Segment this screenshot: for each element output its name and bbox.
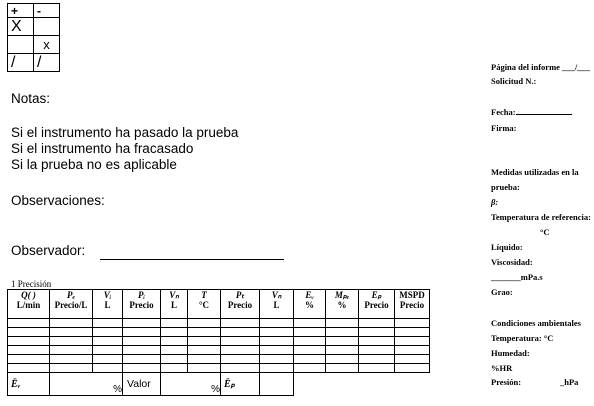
valor-label: Valor (123, 373, 161, 396)
observador-signature-line[interactable] (100, 259, 284, 260)
reference-temperature-label: Temperatura de referencia: (491, 212, 591, 222)
col-header-unit-price: Pₑ Precio/L (50, 290, 93, 319)
request-number-label: Solicitud N.: (491, 76, 537, 86)
valor-unit: % (188, 373, 221, 396)
report-page-label: Página del informe ___/___ (491, 62, 590, 72)
legend-minus-header: - (34, 4, 60, 18)
note-not-applicable: Si la prueba no es aplicable (11, 157, 177, 172)
viscosity-unit: _______mPa.s (491, 272, 543, 282)
table-row (8, 346, 430, 355)
legend-empty-cell (34, 18, 60, 36)
observaciones-label: Observaciones: (11, 193, 105, 208)
pressure-label: Presión: (491, 377, 522, 387)
col-header-mpe: Mₚₑ % (326, 290, 359, 319)
table-row (8, 355, 430, 364)
table-row (8, 337, 430, 346)
col-header-vn2: Vₙ L (260, 290, 294, 319)
mean-ev-label: Ēᵥ (8, 373, 50, 396)
note-fail: Si el instrumento ha fracasado (11, 141, 194, 156)
legend-grid (7, 3, 60, 72)
col-header-flow: Q( ) L/min (8, 290, 50, 319)
date-label: Fecha: (491, 107, 572, 117)
table-row (8, 328, 430, 337)
mean-ev-value[interactable] (50, 373, 93, 396)
col-header-ep: Eₚ Precio (359, 290, 395, 319)
valor-value[interactable] (161, 373, 188, 396)
pressure-unit: _hPa (560, 377, 579, 387)
legend-na-mark-right: / (34, 54, 60, 72)
mean-ep-label: Ēₚ (221, 373, 260, 396)
col-header-mspd: MSPD Precio (395, 290, 430, 319)
section-title: 1 Precisión (11, 279, 52, 289)
relative-humidity-unit: %HR (491, 363, 513, 373)
col-header-ev: Eᵥ % (294, 290, 326, 319)
legend-fail-mark: x (34, 36, 60, 54)
environment-label: Condiciones ambientales (491, 318, 581, 328)
signature-label: Firma: (491, 123, 517, 133)
ambient-temperature-label: Temperatura: °C (491, 333, 554, 343)
mean-ev-unit: % (93, 373, 123, 396)
liquid-label: Líquido: (491, 242, 523, 252)
test-label: prueba: (491, 182, 520, 192)
col-header-temperature: T °C (188, 290, 221, 319)
humidity-label: Humedad: (491, 348, 530, 358)
legend-pass-mark: X (8, 18, 34, 36)
notes-heading: Notas: (11, 91, 51, 106)
table-row (8, 364, 430, 373)
note-pass: Si el instrumento ha pasado la prueba (11, 125, 239, 140)
reference-temperature-unit: °C (540, 227, 550, 237)
table-row (8, 319, 430, 328)
mean-ep-value[interactable] (260, 373, 294, 396)
precision-table (7, 289, 430, 396)
observador-label: Observador: (11, 243, 86, 258)
legend-na-mark-left: / (8, 54, 34, 72)
col-header-vi: Vᵢ L (93, 290, 123, 319)
measures-label: Medidas utilizadas en la (491, 167, 579, 177)
col-header-vn: Vₙ L (161, 290, 188, 319)
legend-plus-header: + (8, 4, 34, 18)
col-header-pi: Pᵢ Precio (123, 290, 161, 319)
beta-label: β: (491, 197, 499, 207)
grade-label: Grao: (491, 287, 513, 297)
viscosity-label: Viscosidad: (491, 257, 533, 267)
summary-row (8, 373, 430, 396)
col-header-pt: Pₜ Precio (221, 290, 260, 319)
legend-empty-cell (8, 36, 34, 54)
